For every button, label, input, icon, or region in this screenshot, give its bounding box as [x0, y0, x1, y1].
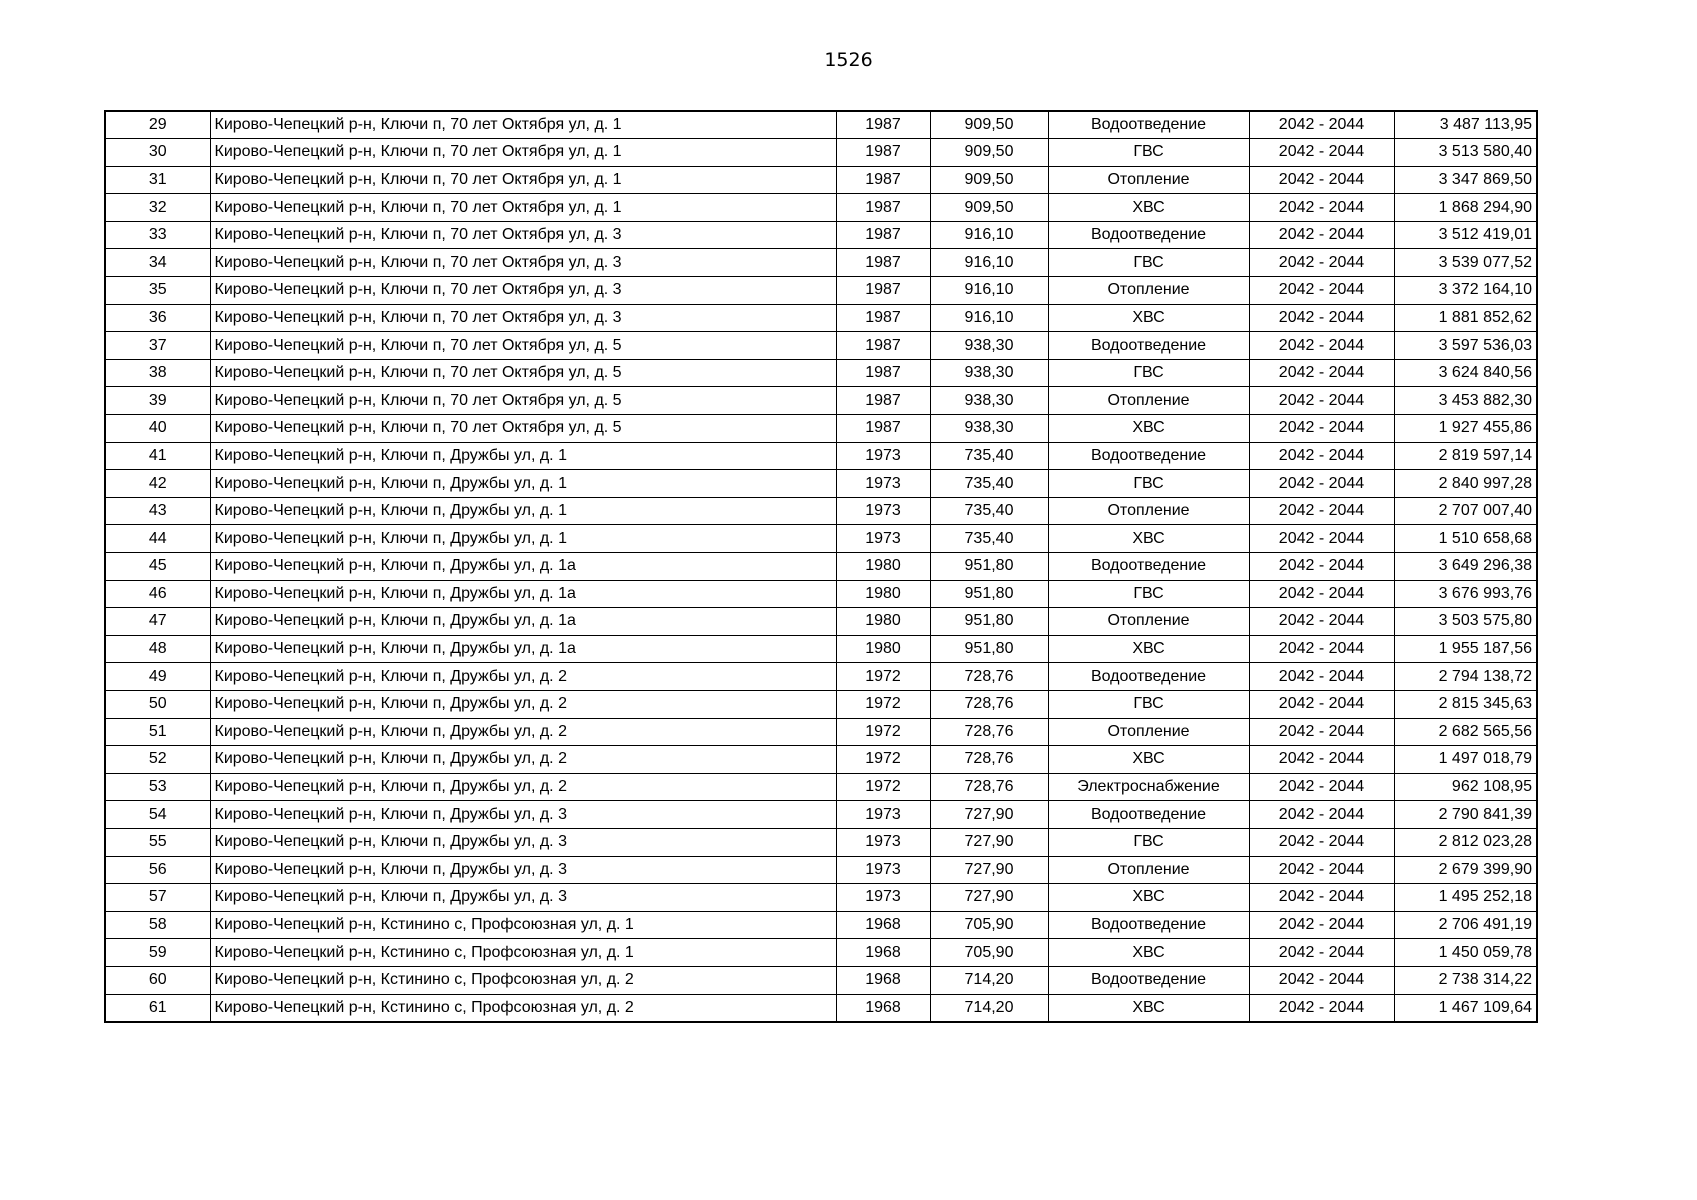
address-cell: Кирово-Чепецкий р-н, Ключи п, 70 лет Октября ул, д. 1 — [210, 166, 836, 194]
service-type-cell: ГВС — [1048, 470, 1249, 498]
period-cell: 2042 - 2044 — [1249, 608, 1394, 636]
area-cell: 951,80 — [930, 580, 1048, 608]
cost-cell: 1 510 658,68 — [1394, 525, 1537, 553]
cost-cell: 2 840 997,28 — [1394, 470, 1537, 498]
cost-cell: 3 512 419,01 — [1394, 221, 1537, 249]
row-number-cell: 53 — [105, 773, 210, 801]
address-cell: Кирово-Чепецкий р-н, Кстинино с, Профсоюзная ул, д. 2 — [210, 966, 836, 994]
area-cell: 705,90 — [930, 911, 1048, 939]
period-cell: 2042 - 2044 — [1249, 828, 1394, 856]
period-cell: 2042 - 2044 — [1249, 194, 1394, 222]
service-type-cell: Водоотведение — [1048, 442, 1249, 470]
table-row — [105, 304, 1537, 332]
year-built-cell: 1968 — [836, 966, 930, 994]
row-number-cell: 52 — [105, 746, 210, 774]
service-type-cell: Водоотведение — [1048, 663, 1249, 691]
address-cell: Кирово-Чепецкий р-н, Ключи п, Дружбы ул, д. 1 — [210, 497, 836, 525]
year-built-cell: 1972 — [836, 773, 930, 801]
period-cell: 2042 - 2044 — [1249, 773, 1394, 801]
cost-cell: 3 503 575,80 — [1394, 608, 1537, 636]
table-row — [105, 415, 1537, 443]
service-type-cell: Отопление — [1048, 387, 1249, 415]
year-built-cell: 1973 — [836, 470, 930, 498]
row-number-cell: 36 — [105, 304, 210, 332]
table-row — [105, 966, 1537, 994]
service-type-cell: Отопление — [1048, 856, 1249, 884]
row-number-cell: 47 — [105, 608, 210, 636]
row-number-cell: 41 — [105, 442, 210, 470]
table-row — [105, 718, 1537, 746]
table-row — [105, 525, 1537, 553]
row-number-cell: 32 — [105, 194, 210, 222]
row-number-cell: 35 — [105, 277, 210, 305]
area-cell: 951,80 — [930, 553, 1048, 581]
service-type-cell: ХВС — [1048, 635, 1249, 663]
area-cell: 728,76 — [930, 746, 1048, 774]
service-type-cell: Отопление — [1048, 718, 1249, 746]
service-type-cell: ГВС — [1048, 139, 1249, 167]
year-built-cell: 1973 — [836, 801, 930, 829]
table-row — [105, 139, 1537, 167]
address-cell: Кирово-Чепецкий р-н, Кстинино с, Профсоюзная ул, д. 2 — [210, 994, 836, 1022]
cost-cell: 3 453 882,30 — [1394, 387, 1537, 415]
row-number-cell: 30 — [105, 139, 210, 167]
table-row — [105, 746, 1537, 774]
row-number-cell: 60 — [105, 966, 210, 994]
cost-cell: 3 539 077,52 — [1394, 249, 1537, 277]
area-cell: 728,76 — [930, 773, 1048, 801]
cost-cell: 1 868 294,90 — [1394, 194, 1537, 222]
row-number-cell: 37 — [105, 332, 210, 360]
address-cell: Кирово-Чепецкий р-н, Ключи п, Дружбы ул, д. 1а — [210, 580, 836, 608]
cost-cell: 1 495 252,18 — [1394, 884, 1537, 912]
service-type-cell: Отопление — [1048, 277, 1249, 305]
year-built-cell: 1987 — [836, 359, 930, 387]
service-type-cell: ХВС — [1048, 746, 1249, 774]
service-type-cell: Отопление — [1048, 608, 1249, 636]
service-type-cell: ГВС — [1048, 249, 1249, 277]
area-cell: 916,10 — [930, 277, 1048, 305]
address-cell: Кирово-Чепецкий р-н, Ключи п, 70 лет Октября ул, д. 1 — [210, 111, 836, 139]
service-type-cell: Водоотведение — [1048, 966, 1249, 994]
address-cell: Кирово-Чепецкий р-н, Кстинино с, Профсоюзная ул, д. 1 — [210, 911, 836, 939]
table-row — [105, 194, 1537, 222]
period-cell: 2042 - 2044 — [1249, 359, 1394, 387]
service-type-cell: Водоотведение — [1048, 221, 1249, 249]
period-cell: 2042 - 2044 — [1249, 746, 1394, 774]
address-cell: Кирово-Чепецкий р-н, Ключи п, Дружбы ул, д. 2 — [210, 718, 836, 746]
table-row — [105, 663, 1537, 691]
area-cell: 728,76 — [930, 663, 1048, 691]
address-cell: Кирово-Чепецкий р-н, Ключи п, Дружбы ул, д. 1а — [210, 608, 836, 636]
row-number-cell: 59 — [105, 939, 210, 967]
address-cell: Кирово-Чепецкий р-н, Ключи п, Дружбы ул, д. 2 — [210, 746, 836, 774]
period-cell: 2042 - 2044 — [1249, 332, 1394, 360]
area-cell: 909,50 — [930, 194, 1048, 222]
year-built-cell: 1968 — [836, 911, 930, 939]
table-row — [105, 856, 1537, 884]
table-row — [105, 939, 1537, 967]
service-type-cell: Водоотведение — [1048, 801, 1249, 829]
area-cell: 909,50 — [930, 139, 1048, 167]
row-number-cell: 43 — [105, 497, 210, 525]
table-body — [105, 111, 1537, 1022]
cost-cell: 3 487 113,95 — [1394, 111, 1537, 139]
row-number-cell: 58 — [105, 911, 210, 939]
table-row — [105, 359, 1537, 387]
area-cell: 916,10 — [930, 221, 1048, 249]
cost-cell: 3 372 164,10 — [1394, 277, 1537, 305]
row-number-cell: 38 — [105, 359, 210, 387]
period-cell: 2042 - 2044 — [1249, 277, 1394, 305]
cost-cell: 962 108,95 — [1394, 773, 1537, 801]
area-cell: 728,76 — [930, 718, 1048, 746]
period-cell: 2042 - 2044 — [1249, 442, 1394, 470]
area-cell: 916,10 — [930, 249, 1048, 277]
row-number-cell: 34 — [105, 249, 210, 277]
table-row — [105, 773, 1537, 801]
year-built-cell: 1980 — [836, 635, 930, 663]
row-number-cell: 29 — [105, 111, 210, 139]
year-built-cell: 1972 — [836, 718, 930, 746]
area-cell: 916,10 — [930, 304, 1048, 332]
year-built-cell: 1973 — [836, 525, 930, 553]
service-type-cell: ХВС — [1048, 994, 1249, 1022]
cost-cell: 3 624 840,56 — [1394, 359, 1537, 387]
service-type-cell: ХВС — [1048, 884, 1249, 912]
year-built-cell: 1987 — [836, 221, 930, 249]
service-type-cell: ГВС — [1048, 359, 1249, 387]
cost-cell: 2 790 841,39 — [1394, 801, 1537, 829]
service-type-cell: ХВС — [1048, 525, 1249, 553]
cost-cell: 1 450 059,78 — [1394, 939, 1537, 967]
year-built-cell: 1987 — [836, 277, 930, 305]
cost-cell: 1 467 109,64 — [1394, 994, 1537, 1022]
period-cell: 2042 - 2044 — [1249, 221, 1394, 249]
row-number-cell: 31 — [105, 166, 210, 194]
area-cell: 735,40 — [930, 525, 1048, 553]
area-cell: 735,40 — [930, 497, 1048, 525]
service-type-cell: ХВС — [1048, 939, 1249, 967]
area-cell: 938,30 — [930, 415, 1048, 443]
address-cell: Кирово-Чепецкий р-н, Ключи п, 70 лет Октября ул, д. 3 — [210, 277, 836, 305]
table-row — [105, 497, 1537, 525]
period-cell: 2042 - 2044 — [1249, 497, 1394, 525]
area-cell: 714,20 — [930, 966, 1048, 994]
row-number-cell: 61 — [105, 994, 210, 1022]
table-row — [105, 442, 1537, 470]
period-cell: 2042 - 2044 — [1249, 470, 1394, 498]
period-cell: 2042 - 2044 — [1249, 553, 1394, 581]
table-row — [105, 249, 1537, 277]
year-built-cell: 1980 — [836, 608, 930, 636]
cost-cell: 2 679 399,90 — [1394, 856, 1537, 884]
cost-cell: 2 738 314,22 — [1394, 966, 1537, 994]
row-number-cell: 50 — [105, 690, 210, 718]
cost-cell: 3 347 869,50 — [1394, 166, 1537, 194]
row-number-cell: 45 — [105, 553, 210, 581]
service-type-cell: ГВС — [1048, 580, 1249, 608]
cost-cell: 1 497 018,79 — [1394, 746, 1537, 774]
cost-cell: 3 513 580,40 — [1394, 139, 1537, 167]
address-cell: Кирово-Чепецкий р-н, Ключи п, 70 лет Октября ул, д. 3 — [210, 221, 836, 249]
row-number-cell: 44 — [105, 525, 210, 553]
repair-schedule-table — [104, 110, 1538, 1023]
service-type-cell: Отопление — [1048, 497, 1249, 525]
period-cell: 2042 - 2044 — [1249, 580, 1394, 608]
year-built-cell: 1987 — [836, 166, 930, 194]
table-row — [105, 690, 1537, 718]
address-cell: Кирово-Чепецкий р-н, Ключи п, 70 лет Октября ул, д. 5 — [210, 415, 836, 443]
row-number-cell: 55 — [105, 828, 210, 856]
period-cell: 2042 - 2044 — [1249, 801, 1394, 829]
service-type-cell: ГВС — [1048, 690, 1249, 718]
address-cell: Кирово-Чепецкий р-н, Ключи п, Дружбы ул, д. 3 — [210, 801, 836, 829]
year-built-cell: 1973 — [836, 856, 930, 884]
period-cell: 2042 - 2044 — [1249, 249, 1394, 277]
row-number-cell: 54 — [105, 801, 210, 829]
address-cell: Кирово-Чепецкий р-н, Ключи п, Дружбы ул, д. 1а — [210, 553, 836, 581]
address-cell: Кирово-Чепецкий р-н, Кстинино с, Профсоюзная ул, д. 1 — [210, 939, 836, 967]
period-cell: 2042 - 2044 — [1249, 415, 1394, 443]
table-row — [105, 608, 1537, 636]
year-built-cell: 1980 — [836, 580, 930, 608]
table-row — [105, 221, 1537, 249]
service-type-cell: Отопление — [1048, 166, 1249, 194]
address-cell: Кирово-Чепецкий р-н, Ключи п, 70 лет Октября ул, д. 1 — [210, 194, 836, 222]
table-row — [105, 166, 1537, 194]
service-type-cell: ХВС — [1048, 415, 1249, 443]
table-row — [105, 635, 1537, 663]
table-row — [105, 111, 1537, 139]
year-built-cell: 1987 — [836, 304, 930, 332]
cost-cell: 2 812 023,28 — [1394, 828, 1537, 856]
table-row — [105, 553, 1537, 581]
table-row — [105, 884, 1537, 912]
row-number-cell: 40 — [105, 415, 210, 443]
period-cell: 2042 - 2044 — [1249, 139, 1394, 167]
year-built-cell: 1987 — [836, 194, 930, 222]
address-cell: Кирово-Чепецкий р-н, Ключи п, Дружбы ул, д. 2 — [210, 690, 836, 718]
address-cell: Кирово-Чепецкий р-н, Ключи п, 70 лет Октября ул, д. 5 — [210, 359, 836, 387]
service-type-cell: ХВС — [1048, 304, 1249, 332]
year-built-cell: 1987 — [836, 139, 930, 167]
area-cell: 705,90 — [930, 939, 1048, 967]
cost-cell: 3 676 993,76 — [1394, 580, 1537, 608]
period-cell: 2042 - 2044 — [1249, 939, 1394, 967]
address-cell: Кирово-Чепецкий р-н, Ключи п, 70 лет Октября ул, д. 3 — [210, 249, 836, 277]
year-built-cell: 1968 — [836, 994, 930, 1022]
table-row — [105, 332, 1537, 360]
cost-cell: 2 682 565,56 — [1394, 718, 1537, 746]
cost-cell: 3 649 296,38 — [1394, 553, 1537, 581]
period-cell: 2042 - 2044 — [1249, 304, 1394, 332]
row-number-cell: 49 — [105, 663, 210, 691]
address-cell: Кирово-Чепецкий р-н, Ключи п, Дружбы ул, д. 3 — [210, 856, 836, 884]
address-cell: Кирово-Чепецкий р-н, Ключи п, Дружбы ул, д. 3 — [210, 884, 836, 912]
period-cell: 2042 - 2044 — [1249, 690, 1394, 718]
table-row — [105, 387, 1537, 415]
year-built-cell: 1968 — [836, 939, 930, 967]
table-row — [105, 801, 1537, 829]
year-built-cell: 1972 — [836, 690, 930, 718]
area-cell: 727,90 — [930, 801, 1048, 829]
area-cell: 951,80 — [930, 608, 1048, 636]
area-cell: 727,90 — [930, 856, 1048, 884]
year-built-cell: 1973 — [836, 497, 930, 525]
period-cell: 2042 - 2044 — [1249, 911, 1394, 939]
year-built-cell: 1973 — [836, 442, 930, 470]
table-row — [105, 580, 1537, 608]
address-cell: Кирово-Чепецкий р-н, Ключи п, Дружбы ул, д. 1 — [210, 470, 836, 498]
year-built-cell: 1972 — [836, 663, 930, 691]
period-cell: 2042 - 2044 — [1249, 111, 1394, 139]
service-type-cell: Водоотведение — [1048, 332, 1249, 360]
address-cell: Кирово-Чепецкий р-н, Ключи п, Дружбы ул, д. 1а — [210, 635, 836, 663]
cost-cell: 2 819 597,14 — [1394, 442, 1537, 470]
cost-cell: 1 881 852,62 — [1394, 304, 1537, 332]
area-cell: 727,90 — [930, 828, 1048, 856]
area-cell: 938,30 — [930, 387, 1048, 415]
service-type-cell: Водоотведение — [1048, 111, 1249, 139]
area-cell: 735,40 — [930, 470, 1048, 498]
period-cell: 2042 - 2044 — [1249, 994, 1394, 1022]
cost-cell: 2 794 138,72 — [1394, 663, 1537, 691]
address-cell: Кирово-Чепецкий р-н, Ключи п, Дружбы ул, д. 3 — [210, 828, 836, 856]
cost-cell: 1 927 455,86 — [1394, 415, 1537, 443]
period-cell: 2042 - 2044 — [1249, 663, 1394, 691]
service-type-cell: ГВС — [1048, 828, 1249, 856]
year-built-cell: 1987 — [836, 387, 930, 415]
period-cell: 2042 - 2044 — [1249, 718, 1394, 746]
address-cell: Кирово-Чепецкий р-н, Ключи п, Дружбы ул, д. 2 — [210, 663, 836, 691]
period-cell: 2042 - 2044 — [1249, 856, 1394, 884]
row-number-cell: 39 — [105, 387, 210, 415]
page-number: 1526 — [824, 49, 873, 71]
area-cell: 735,40 — [930, 442, 1048, 470]
year-built-cell: 1980 — [836, 553, 930, 581]
area-cell: 909,50 — [930, 111, 1048, 139]
area-cell: 938,30 — [930, 359, 1048, 387]
cost-cell: 2 815 345,63 — [1394, 690, 1537, 718]
row-number-cell: 33 — [105, 221, 210, 249]
period-cell: 2042 - 2044 — [1249, 387, 1394, 415]
table-row — [105, 828, 1537, 856]
row-number-cell: 42 — [105, 470, 210, 498]
area-cell: 714,20 — [930, 994, 1048, 1022]
area-cell: 728,76 — [930, 690, 1048, 718]
cost-cell: 1 955 187,56 — [1394, 635, 1537, 663]
table-row — [105, 994, 1537, 1022]
year-built-cell: 1987 — [836, 249, 930, 277]
year-built-cell: 1973 — [836, 828, 930, 856]
row-number-cell: 48 — [105, 635, 210, 663]
address-cell: Кирово-Чепецкий р-н, Ключи п, Дружбы ул, д. 2 — [210, 773, 836, 801]
row-number-cell: 46 — [105, 580, 210, 608]
table-row — [105, 277, 1537, 305]
period-cell: 2042 - 2044 — [1249, 635, 1394, 663]
row-number-cell: 51 — [105, 718, 210, 746]
address-cell: Кирово-Чепецкий р-н, Ключи п, 70 лет Октября ул, д. 3 — [210, 304, 836, 332]
address-cell: Кирово-Чепецкий р-н, Ключи п, 70 лет Октября ул, д. 5 — [210, 332, 836, 360]
area-cell: 909,50 — [930, 166, 1048, 194]
year-built-cell: 1987 — [836, 111, 930, 139]
table-row — [105, 911, 1537, 939]
service-type-cell: ХВС — [1048, 194, 1249, 222]
row-number-cell: 56 — [105, 856, 210, 884]
area-cell: 727,90 — [930, 884, 1048, 912]
period-cell: 2042 - 2044 — [1249, 966, 1394, 994]
period-cell: 2042 - 2044 — [1249, 525, 1394, 553]
cost-cell: 2 707 007,40 — [1394, 497, 1537, 525]
year-built-cell: 1973 — [836, 884, 930, 912]
area-cell: 938,30 — [930, 332, 1048, 360]
address-cell: Кирово-Чепецкий р-н, Ключи п, Дружбы ул, д. 1 — [210, 442, 836, 470]
cost-cell: 2 706 491,19 — [1394, 911, 1537, 939]
year-built-cell: 1987 — [836, 415, 930, 443]
year-built-cell: 1972 — [836, 746, 930, 774]
area-cell: 951,80 — [930, 635, 1048, 663]
period-cell: 2042 - 2044 — [1249, 166, 1394, 194]
service-type-cell: Водоотведение — [1048, 911, 1249, 939]
row-number-cell: 57 — [105, 884, 210, 912]
table-row — [105, 470, 1537, 498]
cost-cell: 3 597 536,03 — [1394, 332, 1537, 360]
address-cell: Кирово-Чепецкий р-н, Ключи п, 70 лет Октября ул, д. 1 — [210, 139, 836, 167]
service-type-cell: Водоотведение — [1048, 553, 1249, 581]
service-type-cell: Электроснабжение — [1048, 773, 1249, 801]
period-cell: 2042 - 2044 — [1249, 884, 1394, 912]
address-cell: Кирово-Чепецкий р-н, Ключи п, 70 лет Октября ул, д. 5 — [210, 387, 836, 415]
year-built-cell: 1987 — [836, 332, 930, 360]
address-cell: Кирово-Чепецкий р-н, Ключи п, Дружбы ул, д. 1 — [210, 525, 836, 553]
